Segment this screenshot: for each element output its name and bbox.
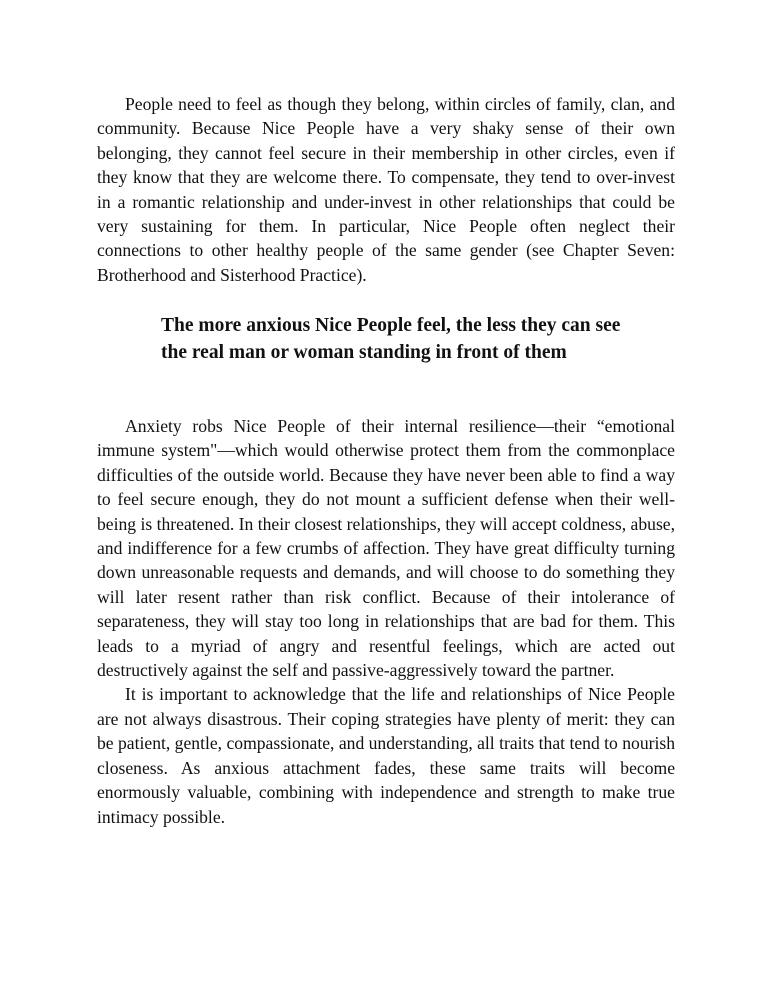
body-text-top [97,92,675,287]
body-text-bottom [97,414,675,829]
section-heading: The more anxious Nice People feel, the less they can see the real man or woman standing in front of them [161,315,621,363]
paragraph-belonging: People need to feel as though they belong, within circles of family, clan, and community. Because Nice People have a very shaky sense of their own belonging, they cannot feel secure in their membership in other circles, even if they know that they are welcome there. To compensate, they tend to over-invest in a romantic relationship and under-invest in other relationships that could be very sustaining for them. In particular, Nice People often neglect their connections to other healthy people of the same gender (see Chapter Seven: Brotherhood and Sisterhood Practice). [97,94,675,285]
paragraph-anxiety: Anxiety robs Nice People of their internal resilience—their “emotional immune system"—which would otherwise protect them from the commonplace difficulties of the outside world. Because they have never been able to find a way to feel secure enough, they do not mount a sufficient defense when their well-being is threatened. In their closest relationships, they will accept coldness, abuse, and indifference for a few crumbs of affection. They have great difficulty turning down unreasonable requests and demands, and will choose to do something they will later resent rather than risk conflict. Because of their intolerance of separateness, they will stay too long in relationships that are bad for them. This leads to a myriad of angry and resentful feelings, which are acted out destructively against the self and passive-aggressively toward the partner. [97,416,675,681]
paragraph-coping: It is important to acknowledge that the life and relationships of Nice People are not always disastrous. Their coping strategies have plenty of merit: they can be patient, gentle, compassionate, and understanding, all traits that tend to nourish closeness. As anxious attachment fades, these same traits will become enormously valuable, combining with independence and strength to make true intimacy possible. [97,684,676,827]
